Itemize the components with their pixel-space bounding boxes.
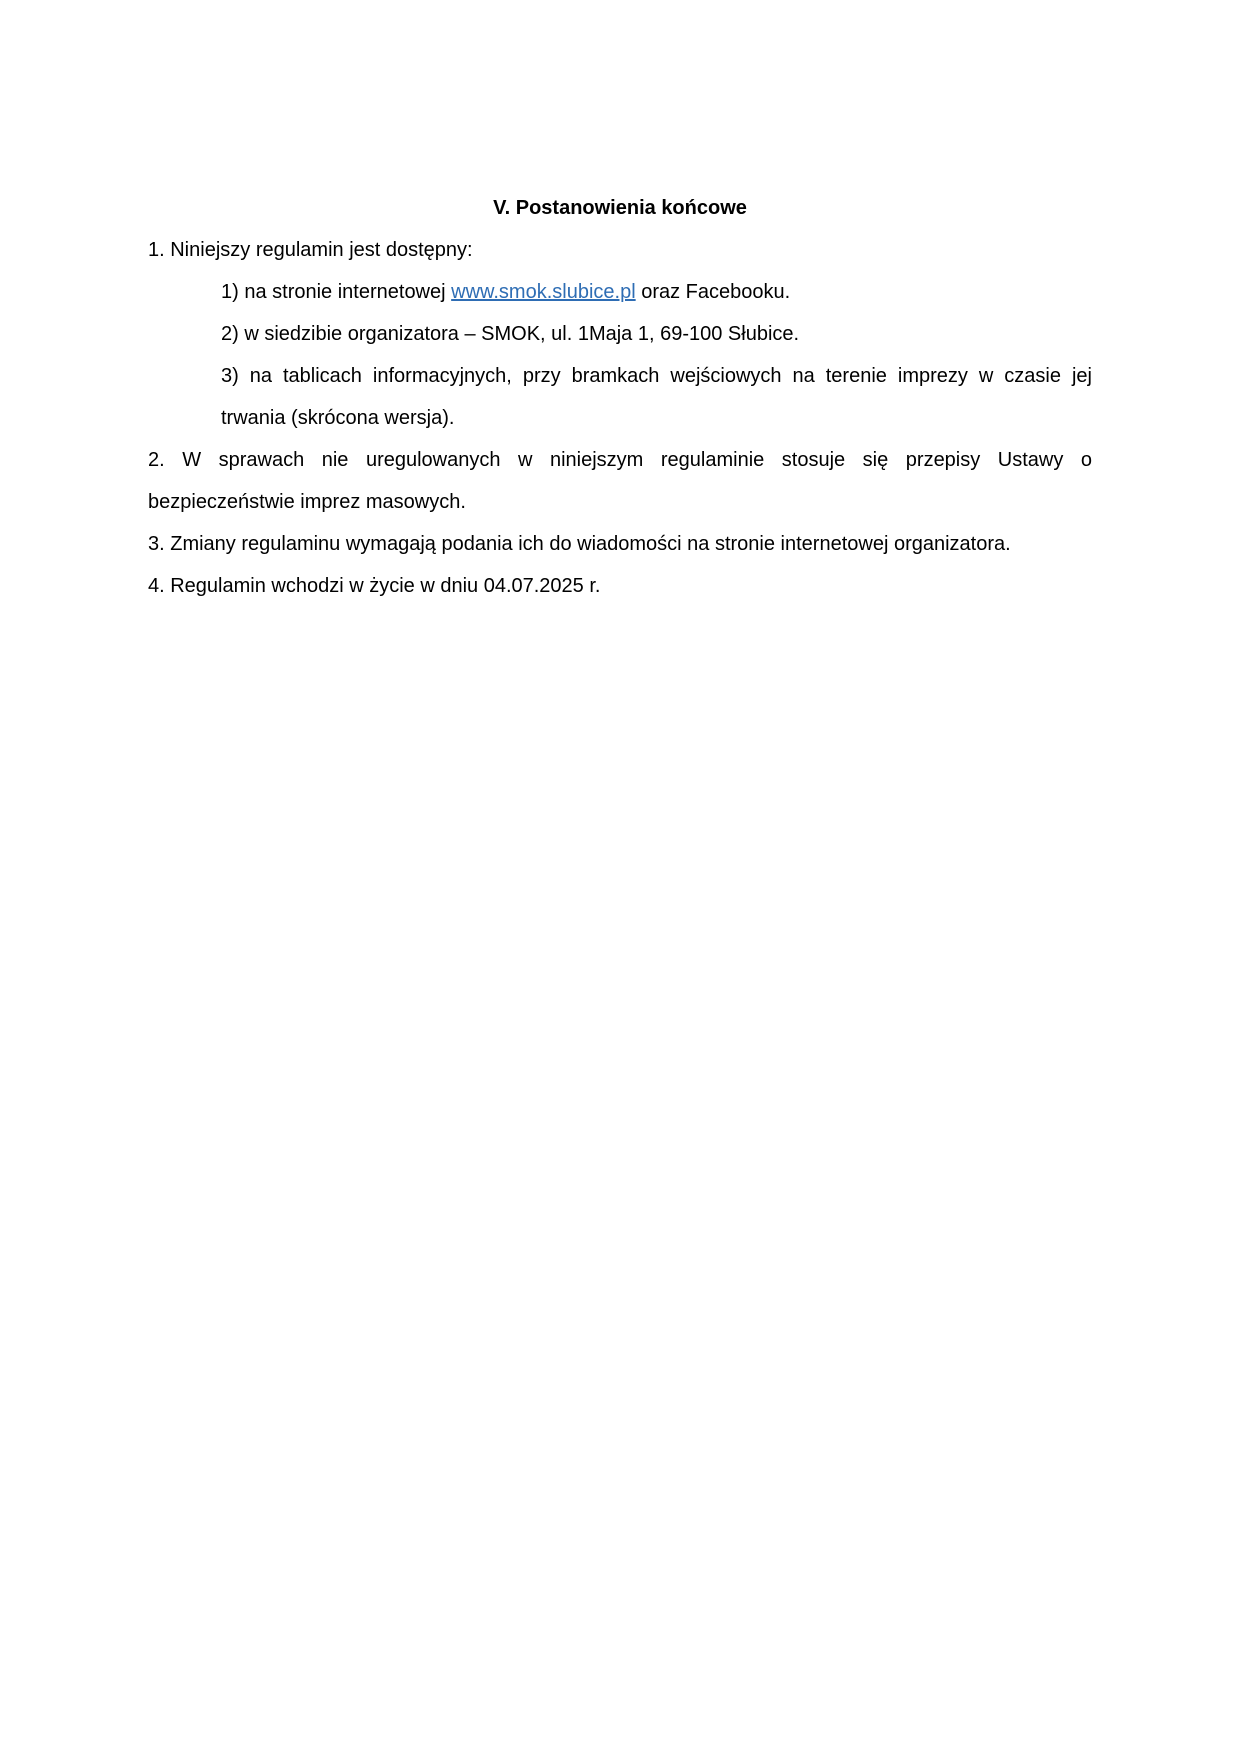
section-heading: V. Postanowienia końcowe: [493, 197, 747, 219]
subitem-1-1-prefix: 1) na stronie internetowej: [221, 281, 452, 303]
website-link[interactable]: www.smok.slubice.pl: [451, 281, 636, 303]
document-content: [148, 187, 1092, 607]
subitem-1-2: 2) w siedzibie organizatora – SMOK, ul. 1Maja 1, 69-100 Słubice.: [221, 323, 800, 345]
paragraph-1: 1. Niniejszy regulamin jest dostępny:: [148, 239, 473, 261]
paragraph-4: 4. Regulamin wchodzi w życie w dniu 04.07.2025 r.: [148, 575, 601, 597]
subitem-1-1: [148, 271, 1092, 313]
paragraph-3: 3. Zmiany regulaminu wymagają podania ich do wiadomości na stronie internetowej organizatora.: [148, 533, 1011, 555]
subitem-1-3: 3) na tablicach informacyjnych, przy bramkach wejściowych na terenie imprezy w czasie jej trwania (skrócona wersja).: [221, 365, 1092, 429]
paragraph-2: 2. W sprawach nie uregulowanych w niniejszym regulaminie stosuje się przepisy Ustawy o bezpieczeństwie imprez masowych.: [148, 449, 1092, 513]
subitem-1-1-suffix: oraz Facebooku.: [635, 281, 791, 303]
